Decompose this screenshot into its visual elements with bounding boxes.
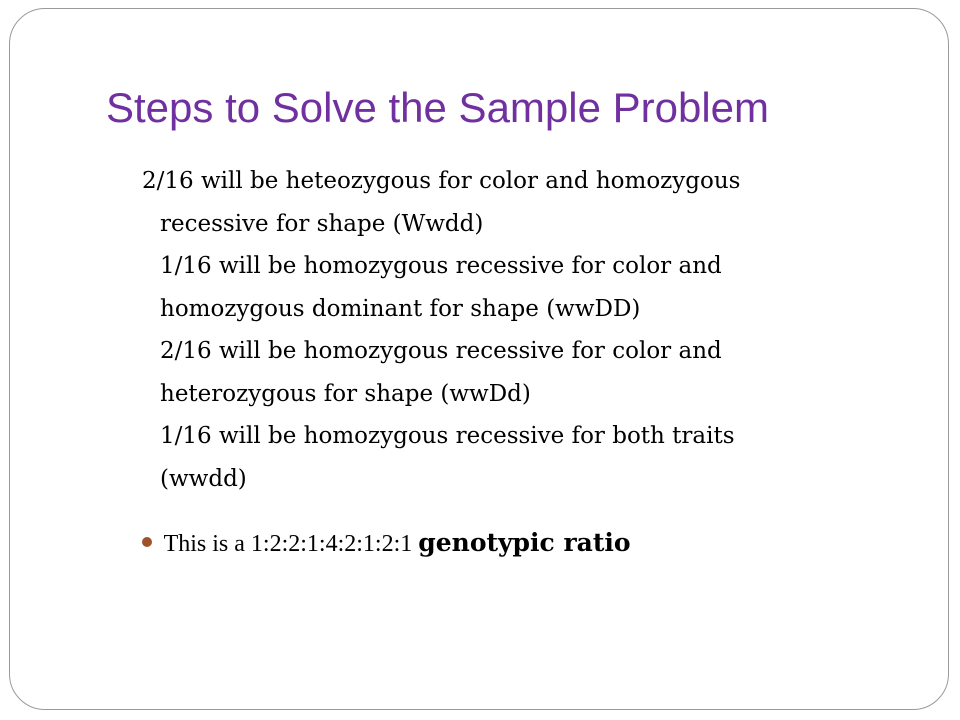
body-line-6: heterozygous for shape (wwDd) xyxy=(160,380,531,407)
slide-body xyxy=(142,160,862,500)
bullet-emphasis: genotypic ratio xyxy=(418,528,631,557)
body-line-8: (wwdd) xyxy=(160,465,247,492)
body-line-7: 1/16 will be homozygous recessive for both traits xyxy=(160,423,735,449)
body-line-4: homozygous dominant for shape (wwDD) xyxy=(160,295,641,322)
slide-title: Steps to Solve the Sample Problem xyxy=(106,84,770,131)
bullet-dot-icon xyxy=(142,537,152,547)
bullet-text: This is a 1:2:2:1:4:2:1:2:1 xyxy=(163,531,413,557)
body-line-1: 2/16 will be heteozygous for color and homozygous xyxy=(142,168,741,194)
body-line-3: 1/16 will be homozygous recessive for color and xyxy=(160,253,722,279)
body-line-2: recessive for shape (Wwdd) xyxy=(160,210,484,237)
bullet-item xyxy=(142,522,631,565)
body-line-5: 2/16 will be homozygous recessive for color and xyxy=(160,338,722,364)
